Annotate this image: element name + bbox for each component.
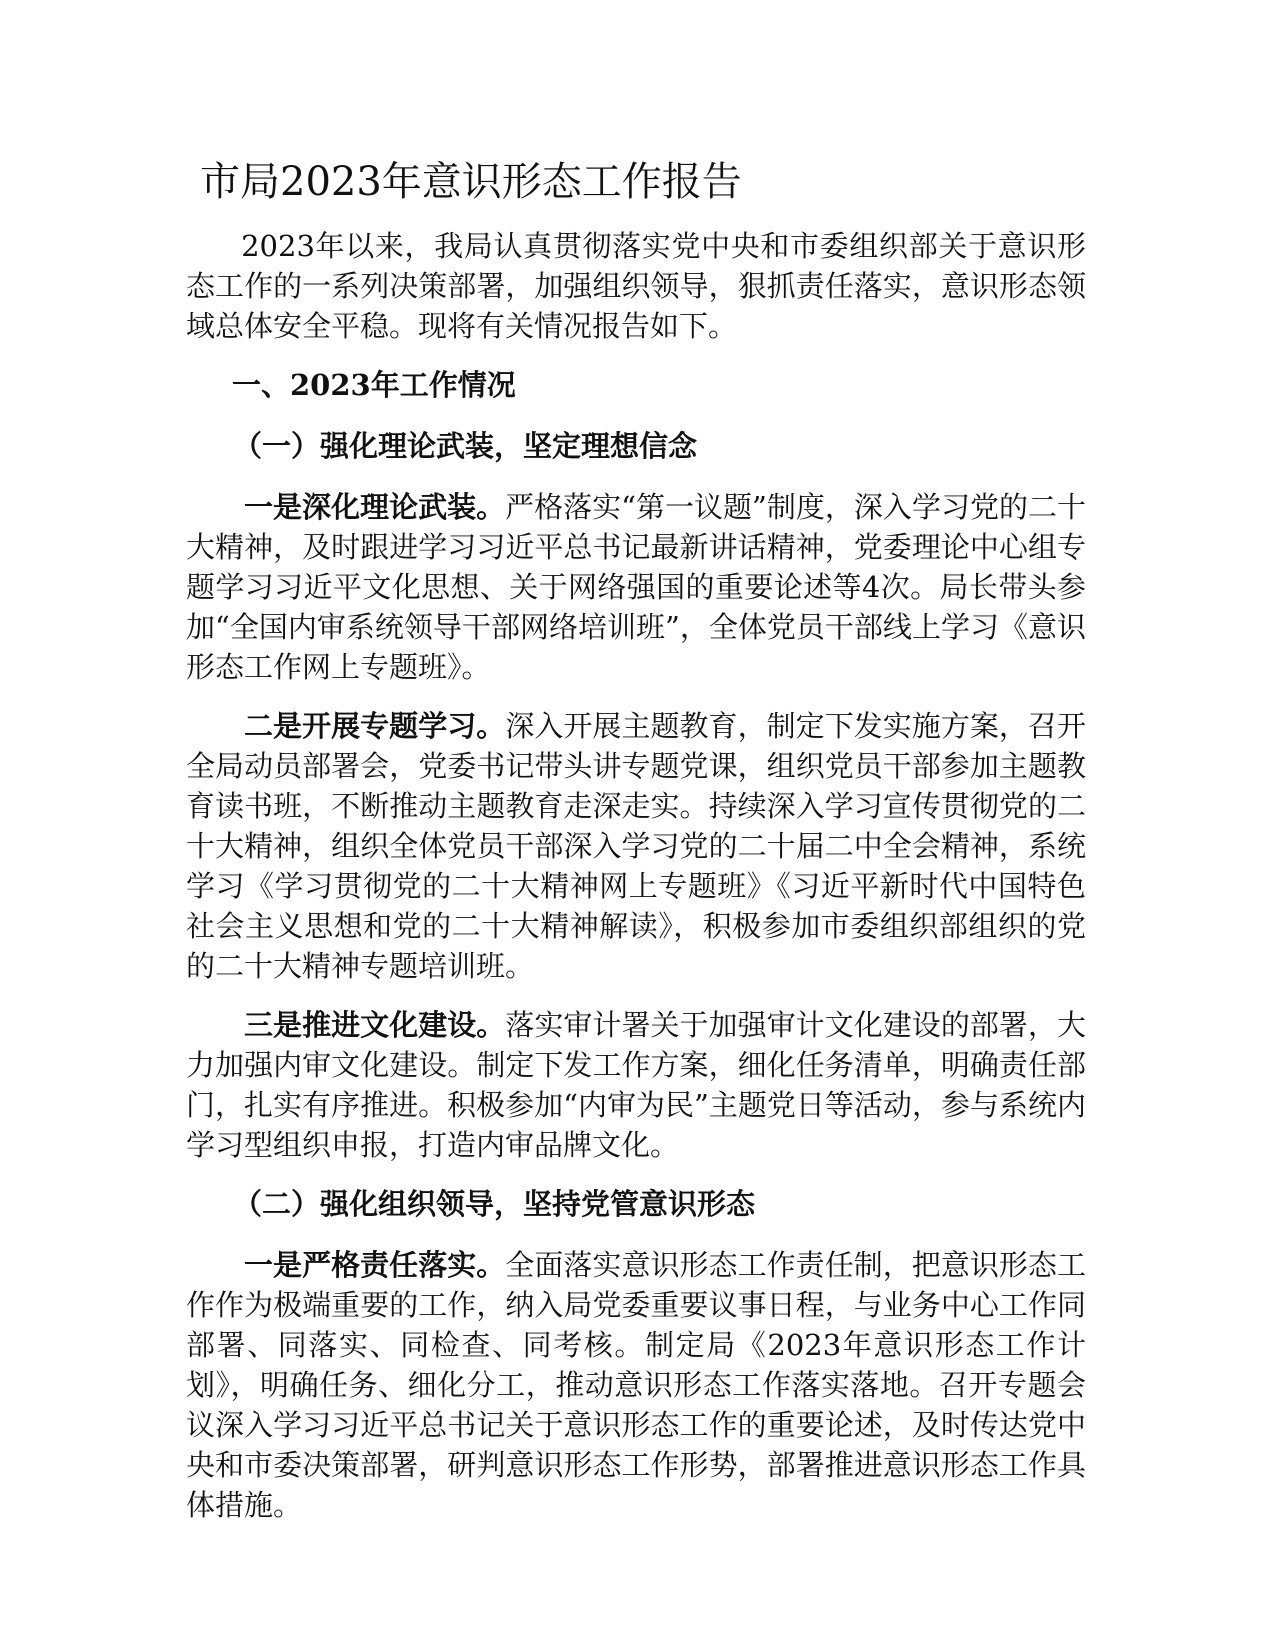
paragraph-lead: 三是推进文化建设。 [244, 1008, 506, 1042]
paragraph-lead: 一是深化理论武装。 [244, 490, 506, 524]
paragraph-lead: 二是开展专题学习。 [244, 709, 506, 743]
paragraph-responsibility [186, 1245, 1086, 1525]
subsection-heading-2: （二）强化组织领导，坚持党管意识形态 [233, 1187, 756, 1221]
paragraph-text: 落实审计署关于加强审计文化建设的部署，大力加强内审文化建设。制定下发工作方案，细化任务清单，明确责任部门，扎实有序推进。积极参加“内审为民”主题党日等活动，参与系统内学习型组织申报，打造内审品牌文化。 [186, 1008, 1086, 1162]
document-title: 市局2023年意识形态工作报告 [200, 159, 742, 205]
intro-paragraph: 2023年以来，我局认真贯彻落实党中央和市委组织部关于意识形态工作的一系列决策部署，加强组织领导，狠抓责任落实，意识形态领域总体安全平稳。现将有关情况报告如下。 [186, 229, 1086, 343]
paragraph-text: 严格落实“第一议题”制度，深入学习党的二十大精神，及时跟进学习习近平总书记最新讲话精神，党委理论中心组专题学习习近平文化思想、关于网络强国的重要论述等4次。局长带头参加“全国内审系统领导干部网络培训班”，全体党员干部线上学习《意识形态工作网上专题班》。 [186, 490, 1086, 684]
section-heading-1: 一、2023年工作情况 [232, 368, 516, 402]
subsection-heading-1: （一）强化理论武装，坚定理想信念 [233, 429, 698, 463]
paragraph-culture [186, 1005, 1086, 1165]
paragraph-lead: 一是严格责任落实。 [244, 1248, 506, 1282]
document-body [186, 226, 1086, 1544]
paragraph-theory [186, 487, 1086, 687]
paragraph-text: 全面落实意识形态工作责任制，把意识形态工作作为极端重要的工作，纳入局党委重要议事日程，与业务中心工作同部署、同落实、同检查、同考核。制定局《2023年意识形态工作计划》，明确任务、细化分工，推动意识形态工作落实落地。召开专题会议深入学习习近平总书记关于意识形态工作的重要论述，及时传达党中央和市委决策部署，研判意识形态工作形势，部署推进意识形态工作具体措施。 [186, 1248, 1086, 1522]
paragraph-text: 深入开展主题教育，制定下发实施方案，召开全局动员部署会，党委书记带头讲专题党课，组织党员干部参加主题教育读书班，不断推动主题教育走深走实。持续深入学习宣传贯彻党的二十大精神，组织全体党员干部深入学习党的二十届二中全会精神，系统学习《学习贯彻党的二十大精神网上专题班》《习近平新时代中国特色社会主义思想和党的二十大精神解读》，积极参加市委组织部组织的党的二十大精神专题培训班。 [186, 709, 1086, 983]
paragraph-study [186, 706, 1086, 986]
